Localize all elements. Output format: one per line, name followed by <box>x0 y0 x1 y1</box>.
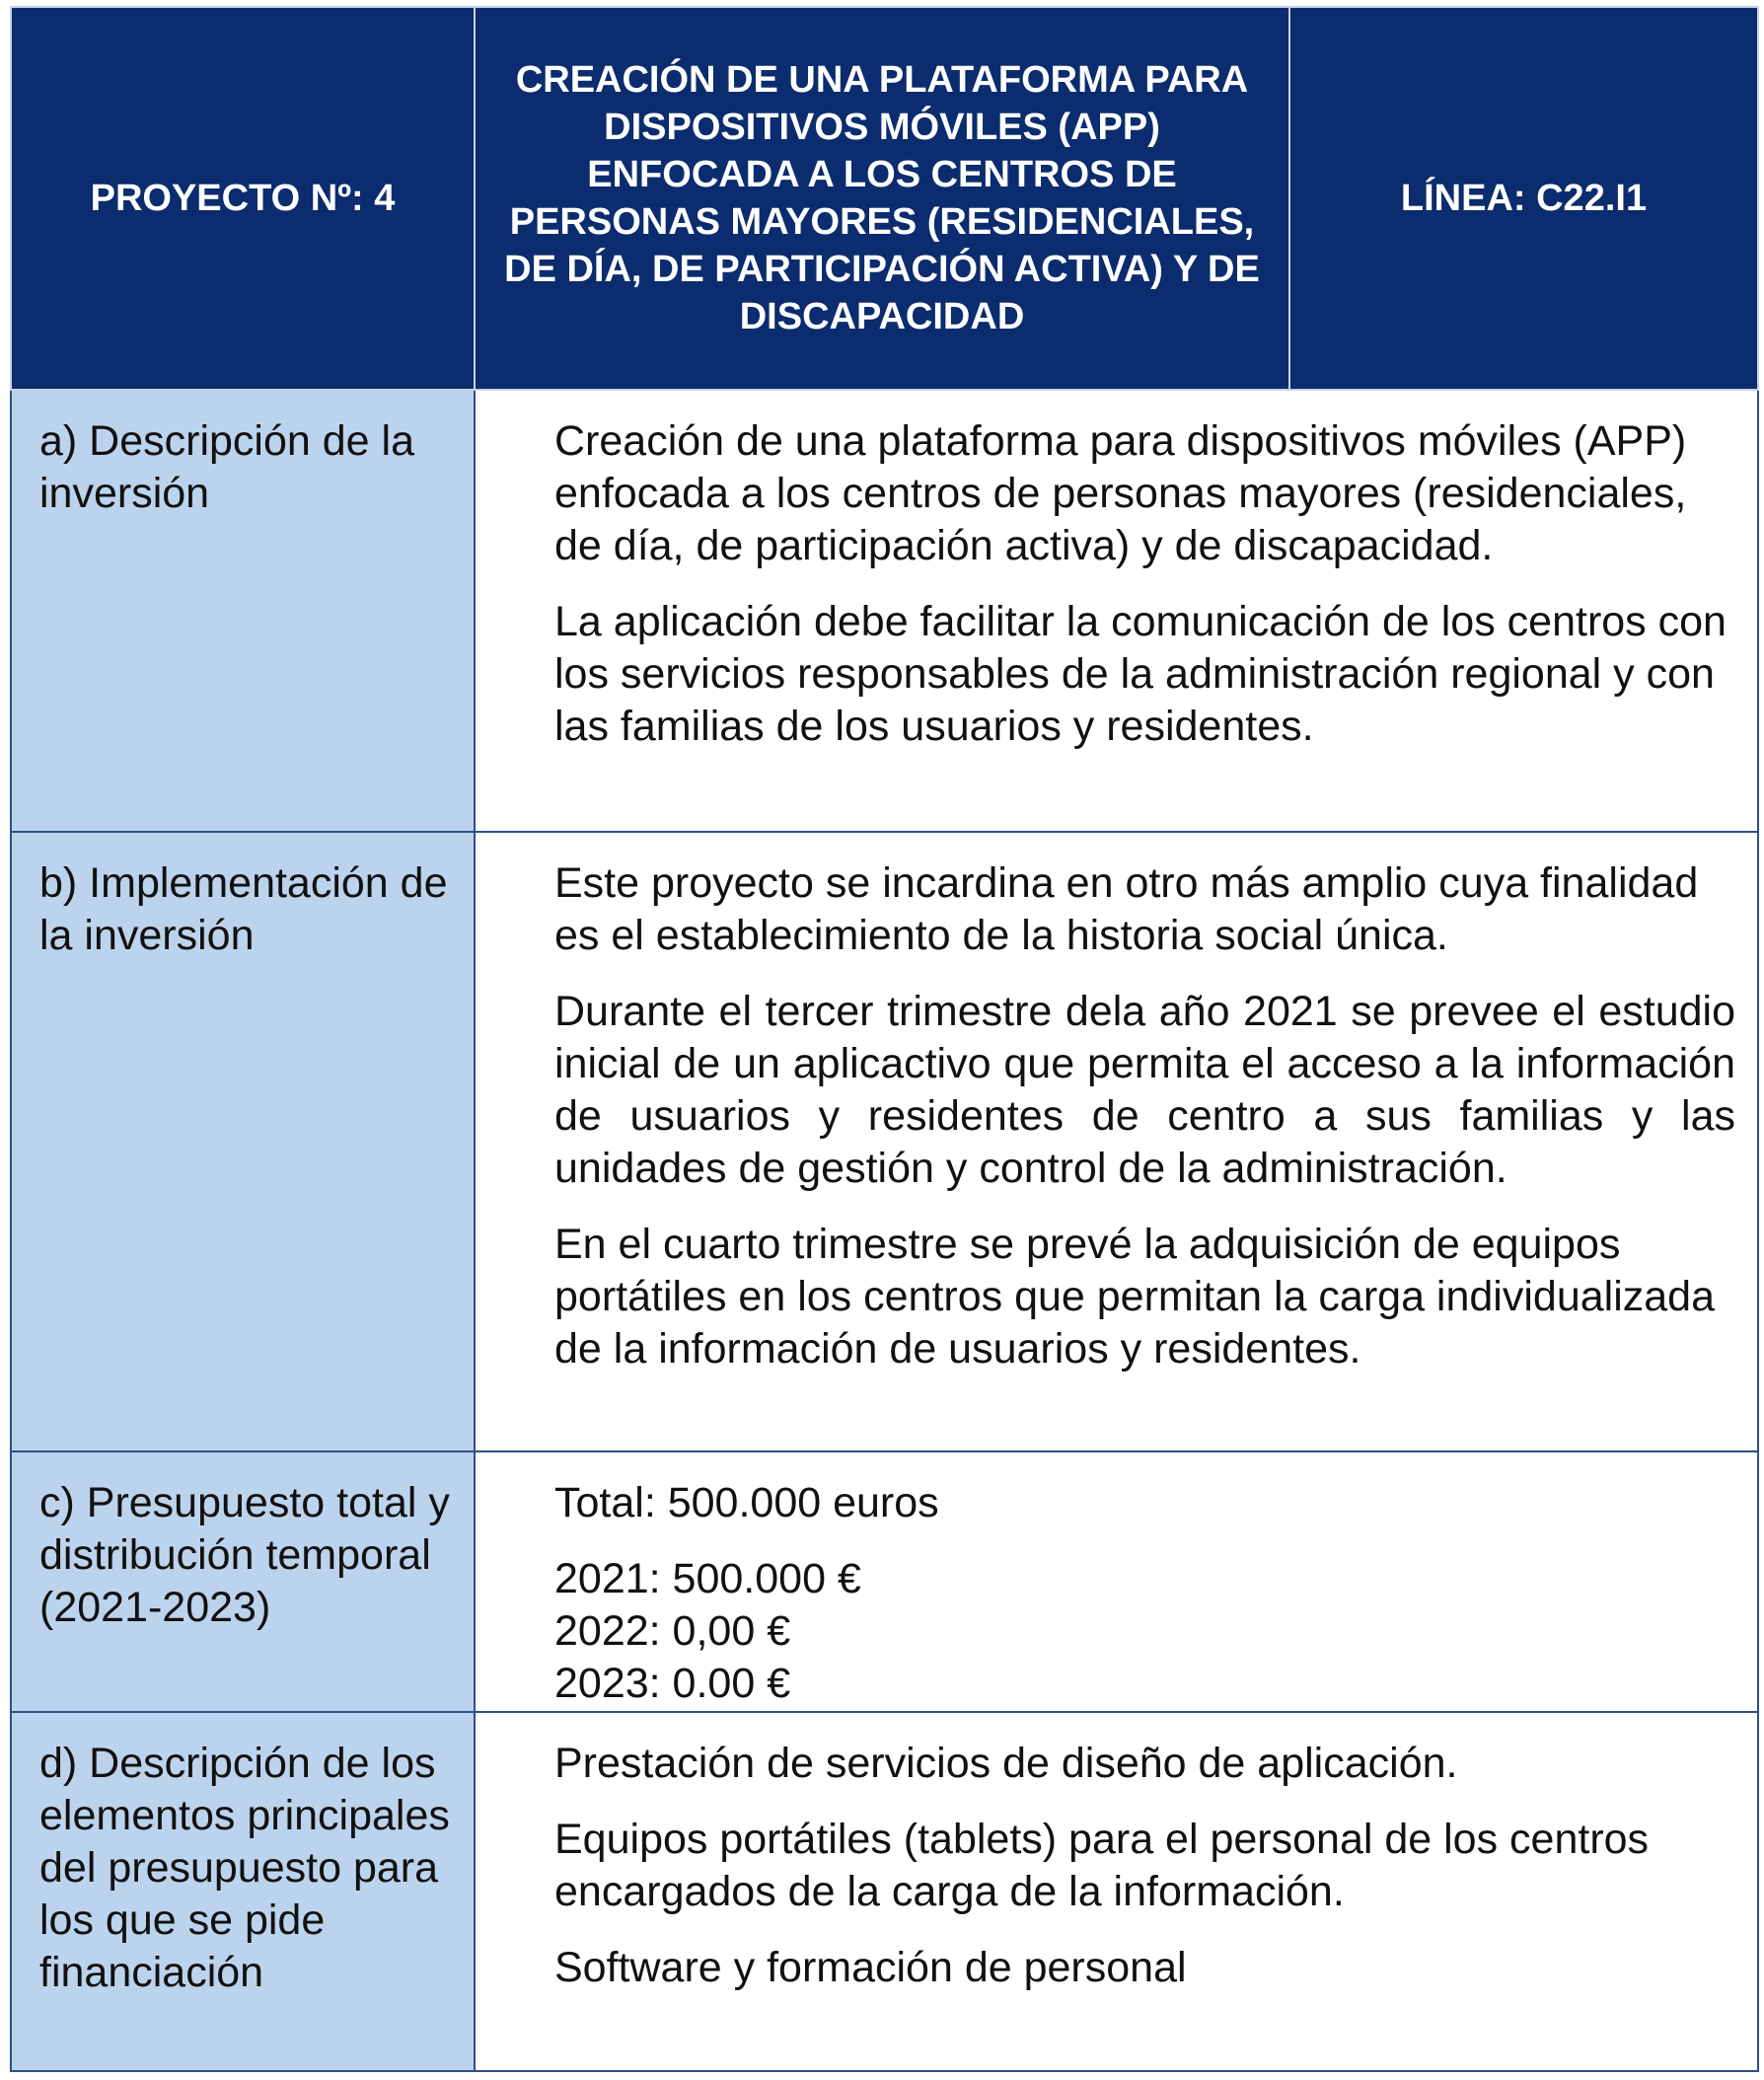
label-budget: c) Presupuesto total y distribución temporal (2021-2023) <box>11 1451 475 1712</box>
label-description: a) Descripción de la inversión <box>11 390 475 832</box>
content-budget-elements <box>475 1712 1758 2071</box>
header-row <box>11 7 1758 390</box>
content-implementation <box>475 832 1758 1451</box>
description-paragraph: Creación de una plataforma para dispositivos móviles (APP) enfocada a los centros de personas mayores (residenciales, de día, de participación activa) y de discapacidad. <box>554 417 1687 569</box>
description-paragraph: La aplicación debe facilitar la comunicación de los centros con los servicios responsables de la administración regional y con las familias de los usuarios y residentes. <box>554 598 1727 750</box>
project-title: CREACIÓN DE UNA PLATAFORMA PARA DISPOSITIVOS MÓVILES (APP) ENFOCADA A LOS CENTROS DE PERSONAS MAYORES (RESIDENCIALES, DE DÍA, DE PARTICIPACIÓN ACTIVA) Y DE DISCAPACIDAD <box>475 7 1289 390</box>
label-implementation: b) Implementación de la inversión <box>11 832 475 1451</box>
budget-year: 2021: 500.000 € <box>554 1555 861 1602</box>
project-line: LÍNEA: C22.I1 <box>1289 7 1758 390</box>
budget-element: Software y formación de personal <box>554 1944 1187 1991</box>
budget-element: Prestación de servicios de diseño de aplicación. <box>554 1740 1458 1787</box>
row-budget-elements <box>11 1712 1758 2071</box>
project-number: PROYECTO Nº: 4 <box>11 7 475 390</box>
row-description <box>11 390 1758 832</box>
budget-years <box>554 1553 1735 1710</box>
content-budget <box>475 1451 1758 1712</box>
budget-total: Total: 500.000 euros <box>554 1479 939 1526</box>
implementation-paragraph: Este proyecto se incardina en otro más amplio cuya finalidad es el establecimiento de la historia social única. <box>554 859 1699 959</box>
implementation-paragraph: En el cuarto trimestre se prevé la adquisición de equipos portátiles en los centros que permitan la carga individualizada de la información de usuarios y residentes. <box>554 1221 1716 1373</box>
project-table <box>10 6 1759 2072</box>
budget-element: Equipos portátiles (tablets) para el personal de los centros encargados de la carga de la información. <box>554 1816 1650 1915</box>
row-implementation <box>11 832 1758 1451</box>
budget-year: 2022: 0,00 € <box>554 1607 791 1655</box>
row-budget <box>11 1451 1758 1712</box>
content-description <box>475 390 1758 832</box>
label-budget-elements: d) Descripción de los elementos principales del presupuesto para los que se pide financiación <box>11 1712 475 2071</box>
implementation-paragraph: Durante el tercer trimestre dela año 2021 se prevee el estudio inicial de un aplicactivo que permita el acceso a la información de usuarios y residentes de centro a sus familias y las unidades de gestión y control de la administración. <box>554 988 1735 1192</box>
budget-year: 2023: 0.00 € <box>554 1660 791 1707</box>
